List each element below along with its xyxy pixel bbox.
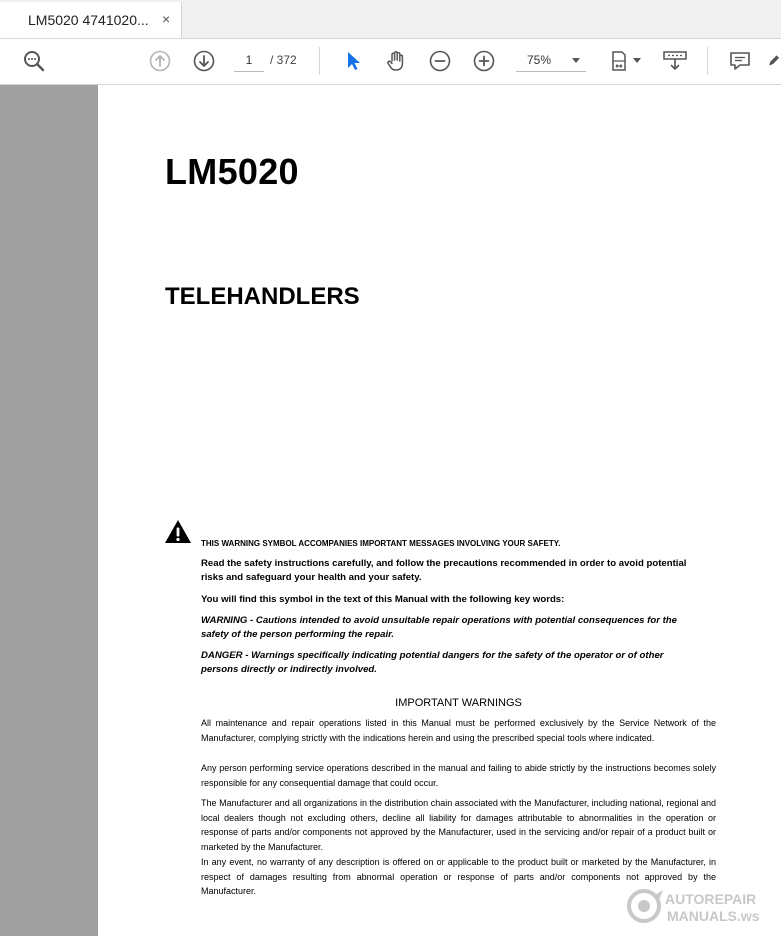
page-total: / 372 — [270, 53, 297, 67]
chevron-down-icon — [572, 58, 580, 63]
watermark-line2: MANUALS.ws — [667, 908, 760, 924]
fit-options-chevron-icon[interactable] — [633, 58, 641, 63]
page-subtitle: TELEHANDLERS — [165, 283, 360, 310]
warning-definition: WARNING - Cautions intended to avoid unsuitable repair operations with potential consequences for the safety of the person performing the repair. — [201, 615, 678, 640]
comment-icon[interactable] — [727, 48, 753, 74]
cursor-icon[interactable] — [340, 48, 366, 74]
zoom-in-icon[interactable] — [471, 48, 497, 74]
watermark-line1: AUTOREPAIR — [665, 891, 757, 907]
document-tab[interactable] — [0, 2, 182, 38]
watermark-logo — [625, 886, 775, 926]
safety-instructions: Read the safety instructions carefully, and follow the precautions recommended in order to avoid potential risks and safeguard your health and your safety. — [201, 558, 687, 583]
pen-icon[interactable] — [766, 48, 781, 74]
page-title: LM5020 — [165, 151, 299, 192]
tab-title: LM5020 4741020... — [28, 12, 149, 28]
close-tab-icon[interactable]: × — [162, 11, 171, 27]
zoom-value: 75% — [527, 53, 552, 67]
arrow-down-circle-icon[interactable] — [191, 48, 217, 74]
arrow-up-circle-icon[interactable] — [147, 48, 173, 74]
divider — [707, 47, 708, 75]
keywords-intro: You will find this symbol in the text of this Manual with the following key words: — [201, 594, 565, 605]
viewer-gutter — [0, 85, 98, 936]
hand-icon[interactable] — [383, 48, 409, 74]
divider — [319, 47, 320, 75]
danger-definition: DANGER - Warnings specifically indicating potential dangers for the safety of the operator or of other persons directly or indirectly involved. — [201, 650, 664, 675]
zoom-out-icon[interactable] — [427, 48, 453, 74]
body-paragraph: All maintenance and repair operations listed in this Manual must be performed exclusively by the Service Network of the Manufacturer, complying strictly with the indications herein and using the prescribed special tools where indicated. — [201, 718, 716, 743]
warning-heading: THIS WARNING SYMBOL ACCOMPANIES IMPORTANT MESSAGES INVOLVING YOUR SAFETY. — [201, 539, 561, 548]
document-page[interactable] — [98, 85, 781, 936]
page-number-input[interactable] — [234, 49, 264, 72]
scroll-mode-icon[interactable] — [662, 48, 688, 74]
important-warnings-heading: IMPORTANT WARNINGS — [395, 697, 522, 709]
body-paragraph: The Manufacturer and all organizations in the distribution chain associated with the Manufacturer, including national, regional and local dealers though not excluding others, decline all liability for damages attributable to abnormalities in the operation or response of parts and/or components not approved by the Manufacturer, used in the servicing and/or repair of a product built or marketed by the Manufacturer. — [201, 798, 716, 852]
body-paragraph: In any event, no warranty of any description is offered on or applicable to the product built or marketed by the Manufacturer, in respect of damages resulting from abnormal operation or response of parts and/or components not approved by the Manufacturer. — [201, 857, 716, 897]
zoom-select[interactable] — [516, 49, 586, 72]
toolbar — [0, 39, 781, 85]
warning-triangle-icon — [164, 519, 192, 544]
search-icon[interactable] — [21, 48, 47, 74]
body-paragraph: Any person performing service operations described in the manual and failing to abide strictly by the instructions becomes solely responsible for any consequential damage that could occur. — [201, 763, 716, 788]
fit-page-icon[interactable] — [606, 48, 632, 74]
tab-bar — [0, 0, 781, 39]
